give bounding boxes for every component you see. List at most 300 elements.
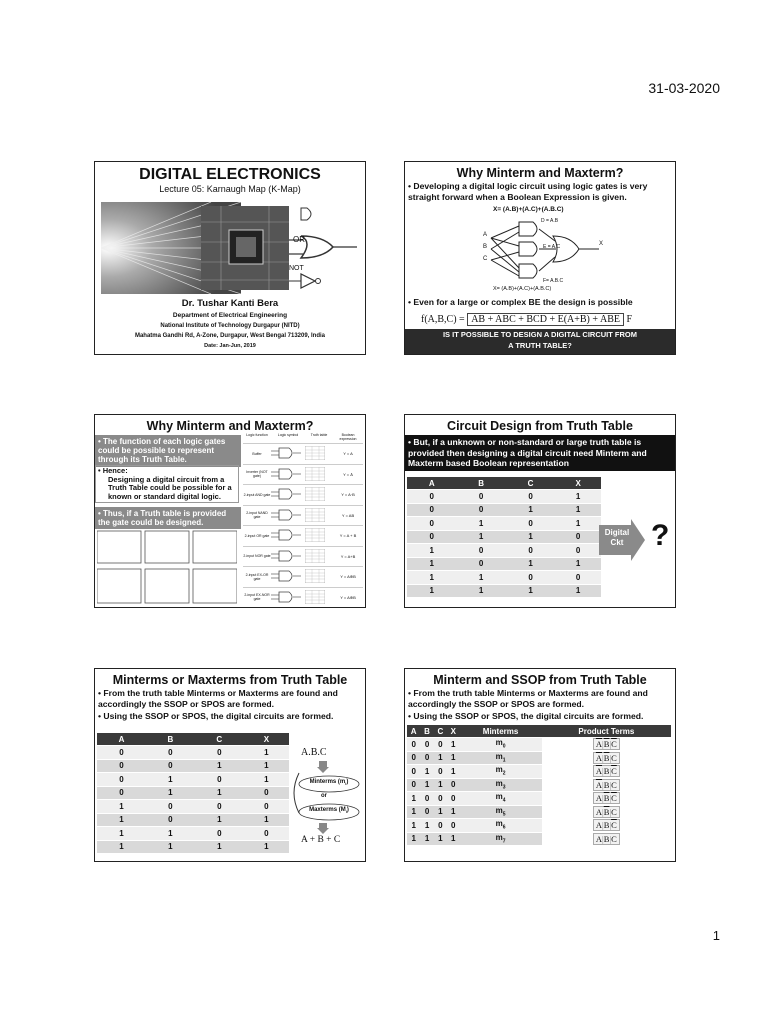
table-cell: 0 (555, 530, 601, 544)
table-cell: 0 (97, 773, 146, 787)
table-cell: 1 (447, 805, 459, 819)
gate-expr: Y = A+B (340, 553, 356, 559)
gate-not-label: NOT (289, 265, 304, 272)
table-cell: 1 (407, 584, 456, 597)
table-header-cell: Product Terms (542, 725, 671, 738)
table-cell: 0 (146, 813, 195, 827)
product-term-cell: $\overline{A}|\overline{B}|C$ (542, 751, 671, 765)
slide1-author: Dr. Tushar Kanti Bera (181, 298, 279, 309)
table-cell: 1 (456, 530, 505, 544)
col-head-truth: Truth table (310, 433, 328, 437)
minterm-index: 7 (502, 838, 506, 845)
product-term-cell: $A|\overline{B}|\overline{C}$ (542, 792, 671, 806)
table-cell: 1 (244, 840, 289, 853)
table-cell: 0 (146, 800, 195, 814)
product-literal: B (603, 779, 610, 790)
minterm-cell (459, 751, 541, 765)
gate-truth-mini (305, 508, 333, 523)
maxterms-label: Maxterms (M (309, 807, 346, 813)
digital-ckt-arrow (597, 519, 647, 561)
product-literal: $\overline{B}$ (603, 739, 610, 750)
product-literal: $\overline{A}$ (595, 752, 603, 763)
slide5-title: Minterms or Maxterms from Truth Table (112, 673, 348, 687)
minterm-index: 5 (502, 811, 506, 818)
table-cell: 1 (420, 819, 433, 833)
product-literal: $\overline{B}$ (603, 806, 610, 817)
minterm-cell (459, 805, 541, 819)
table-cell: 1 (420, 765, 433, 779)
table-cell: 1 (407, 557, 456, 571)
table-cell: 0 (146, 759, 195, 773)
table-cell: 1 (555, 517, 601, 531)
table-cell: 0 (506, 490, 555, 504)
table-row (407, 503, 601, 517)
table-cell: 0 (407, 738, 420, 752)
minterm-cell (459, 832, 541, 845)
table-row (407, 819, 671, 833)
col-head-expr: Boolean expression (339, 433, 357, 441)
table-row (97, 813, 289, 827)
table-cell: 1 (555, 584, 601, 597)
table-row (97, 827, 289, 841)
product-literal: B (603, 820, 610, 831)
product-literal: C (611, 833, 617, 844)
gate-truth-mini (305, 569, 333, 584)
gate-symbol-icon (271, 528, 305, 543)
gate-name: 2-input EX-OR gate (245, 572, 269, 581)
table-cell: 1 (506, 530, 555, 544)
table-cell: 1 (244, 813, 289, 827)
table-cell: 1 (434, 832, 447, 845)
gate-expr: Y = AB (341, 512, 355, 518)
table-cell: 0 (456, 503, 505, 517)
product-literal: C (611, 806, 617, 817)
slide2-bullet2: Even for a large or complex BE the design is possible (413, 297, 633, 307)
table-header-cell: X (244, 733, 289, 746)
table-cell: 0 (447, 792, 459, 806)
table-cell: 1 (407, 792, 420, 806)
table-header-cell: A (407, 477, 456, 490)
product-literal: $\overline{B}$ (603, 752, 610, 763)
table-row (97, 786, 289, 800)
slide3-empty-grid (97, 529, 237, 605)
table-cell: 1 (195, 813, 244, 827)
slide2-title: Why Minterm and Maxterm? (456, 166, 624, 180)
header-date: 31-03-2020 (648, 80, 720, 96)
table-header-row (97, 733, 289, 746)
table-header-cell: C (434, 725, 447, 738)
table-cell: 1 (506, 584, 555, 597)
gate-expr: Y = A⊕B (340, 594, 356, 600)
table-cell: 1 (146, 773, 195, 787)
big-expr-lhs: f(A,B,C) = (421, 314, 465, 325)
slide1-subtitle: Lecture 05: Karnaugh Map (K-Map) (159, 184, 301, 194)
slide1-institute: National Institute of Technology Durgapur (NITD) (160, 323, 300, 329)
table-cell: 1 (244, 746, 289, 760)
circuit-label-a: A (483, 232, 488, 238)
table-cell: 1 (447, 765, 459, 779)
table-cell: 0 (555, 544, 601, 558)
table-row (407, 571, 601, 585)
page-number: 1 (712, 928, 720, 943)
table-cell: 0 (434, 765, 447, 779)
table-cell: 0 (97, 786, 146, 800)
table-cell: 0 (456, 557, 505, 571)
gate-expr: Y = Ā (343, 471, 353, 477)
table-header-row (407, 725, 671, 738)
slide1-title: DIGITAL ELECTRONICS (139, 166, 321, 183)
minterm-symbol: m (495, 819, 503, 829)
table-cell: 1 (244, 773, 289, 787)
table-cell: 0 (195, 800, 244, 814)
gate-row (243, 566, 363, 587)
table-cell: 0 (420, 792, 433, 806)
table-cell: 0 (420, 805, 433, 819)
table-cell: 0 (506, 571, 555, 585)
slide2-expr-top: X= (A.B)+(A.C)+(A.B.C) (493, 206, 564, 213)
table-cell: 0 (456, 490, 505, 504)
slide-4: Circuit Design from Truth Table • But, if a unknown or non-standard or large truth table is provided then designing a digital circuit need Minterm and Maxterm based Boolean representation A B C X 0 0 0 1 0 0 1 1 0 1 0 1 0 1 1 0 1 0 0 0 1 0 1 1 1 1 0 0 1 1 1 1 Digital Ckt ? (404, 414, 676, 608)
table-row (407, 738, 671, 752)
table-cell: 1 (407, 805, 420, 819)
minterm-cell (459, 738, 541, 752)
table-cell: 0 (244, 800, 289, 814)
gate-name: 2-input EX-NOR gate (244, 593, 270, 602)
minterm-index: 2 (502, 771, 506, 778)
slide3-hence: Hence: (102, 466, 128, 475)
product-literal: B (603, 833, 610, 844)
table-cell: 0 (434, 738, 447, 752)
slide6-bullet1: From the truth table Minterms or Maxterms are found and accordingly the SSOP or SPOS are formed. (408, 688, 648, 709)
table-row (407, 765, 671, 779)
minterm-index: 3 (502, 784, 506, 791)
table-row (407, 490, 601, 504)
slide-5: Minterms or Maxterms from Truth Table • From the truth table Minterms or Maxterms are found and accordingly the SSOP or SPOS are formed. • Using the SSOP or SPOS, the digital circuits are formed. A B C X 0 0 0 1 0 0 1 1 0 1 0 1 0 1 1 0 1 0 0 0 1 0 1 1 1 1 0 0 1 1 1 1 A.B.C Minterms $(m_i)$ or Maxterms $(M_i)$ A + B + C (94, 668, 366, 862)
table-cell: 1 (97, 800, 146, 814)
gate-name: Buffer (252, 451, 262, 456)
table-cell: 1 (195, 786, 244, 800)
slide6-bullet2: Using the SSOP or SPOS, the digital circuits are formed. (413, 711, 644, 721)
big-expr-rhs: AB + ABC + BCD + E(A+B) + ABE (467, 313, 624, 326)
big-expr-tail: F (626, 314, 633, 325)
table-cell: 1 (146, 786, 195, 800)
product-literal: $\overline{A}$ (595, 739, 603, 750)
table-cell: 0 (195, 827, 244, 841)
product-literal: A (595, 833, 603, 844)
product-literal: A (595, 820, 603, 831)
gate-row (243, 484, 363, 505)
table-cell: 1 (407, 832, 420, 845)
gate-row (243, 443, 363, 464)
minterm-symbol: m (495, 778, 503, 788)
table-header-cell: Minterms (459, 725, 541, 738)
gate-symbol-icon (271, 446, 305, 461)
table-cell: 1 (447, 751, 459, 765)
table-header-cell: X (555, 477, 601, 490)
table-row (407, 584, 601, 597)
gate-symbol-icon (271, 487, 305, 502)
table-cell: 1 (506, 557, 555, 571)
truth-table-slide5 (97, 733, 289, 853)
minterm-index: 4 (502, 798, 506, 805)
minterm-table-slide6 (407, 725, 671, 845)
slide6-title: Minterm and SSOP from Truth Table (433, 673, 647, 687)
minterm-index: 0 (502, 744, 506, 751)
table-row (407, 544, 601, 558)
minterm-symbol: m (495, 792, 503, 802)
gate-name: 2-input AND gate (243, 492, 271, 497)
gate-truth-mini (305, 528, 333, 543)
minterm-cell (459, 819, 541, 833)
product-term: A.B.C (301, 747, 327, 758)
gate-row (243, 505, 363, 526)
table-cell: 0 (456, 544, 505, 558)
table-cell: 1 (97, 840, 146, 853)
gate-or-label: OR (293, 235, 305, 244)
table-cell: 0 (420, 751, 433, 765)
product-literal: A (595, 806, 603, 817)
slide1-image (101, 202, 359, 294)
table-cell: 0 (195, 773, 244, 787)
gate-reference-chart (243, 433, 363, 605)
product-term-cell: $A|B|\overline{C}$ (542, 819, 671, 833)
product-term-cell: $\overline{A}|\overline{B}|\overline{C}$ (542, 738, 671, 752)
slide4-title: Circuit Design from Truth Table (447, 419, 633, 433)
table-cell: 0 (407, 530, 456, 544)
slide4-bullet: But, if a unknown or non-standard or large truth table is provided then designing a digital circuit need Minterm and Maxterm based Boolean representation (408, 437, 647, 468)
table-cell: 1 (407, 544, 456, 558)
table-cell: 1 (456, 517, 505, 531)
minterm-index: 1 (502, 757, 506, 764)
table-row (97, 759, 289, 773)
slide1-address: Mahatma Gandhi Rd, A-Zone, Durgapur, West Bengal 713209, India (134, 333, 326, 339)
minterm-cell (459, 778, 541, 792)
slide5-bullet2: Using the SSOP or SPOS, the digital circuits are formed. (103, 711, 334, 721)
table-cell: 0 (146, 746, 195, 760)
table-cell: 0 (407, 778, 420, 792)
table-cell: 1 (420, 778, 433, 792)
gate-truth-mini (305, 487, 333, 502)
slide-6: Minterm and SSOP from Truth Table • From the truth table Minterms or Maxterms are found and accordingly the SSOP or SPOS are formed. • Using the SSOP or SPOS, the digital circuits are formed. A B C X Minterms Product Terms 0 0 0 1 $m_0$ $\overline{A}|\overline{B}|\overline{C}$ 0 0 1 1 $m_1$ $\overline{A}|\overline{B}|C$ 0 1 0 1 $m_2$ $\overline{A}|B|\overline{C}$ 0 1 1 0 $m_3$ $\overline{A}|B|C$ 1 0 0 0 $m_4$ $A|\overline{B}|\overline{C}$ 1 0 1 1 $m_5$ $A|\overline{B}|C$ 1 1 0 0 $m_6$ $A|B|\overline{C}$ 1 1 1 1 $m_7$ A|B|C (404, 668, 676, 862)
slide1-dept: Department of Electrical Engineering (172, 312, 288, 319)
table-cell: 1 (434, 751, 447, 765)
slide3-box1: The function of each logic gates could be possible to represent through its Truth Table. (98, 437, 226, 464)
arrow-line2: Ckt (610, 538, 624, 547)
table-cell: 1 (146, 827, 195, 841)
table-row (97, 840, 289, 853)
question-mark: ? (651, 519, 670, 552)
circuit-label-d: D = A.B (541, 218, 559, 224)
minterm-index: 6 (502, 825, 506, 832)
slide1-session: Date: Jan-Jun, 2019 (204, 343, 256, 349)
table-cell: 1 (456, 571, 505, 585)
table-cell: 1 (407, 571, 456, 585)
table-cell: 1 (244, 759, 289, 773)
term-diagram: A.B.C Minterms $(m_i)$ or Maxterms $(M_i)$ A + B + C (291, 743, 363, 853)
table-cell: 1 (97, 827, 146, 841)
product-term-cell: A|B|C (542, 832, 671, 845)
slide2-bullet1: Developing a digital logic circuit using logic gates is very straight forward when a Boolean Expression is given. (408, 181, 648, 202)
slide3-title: Why Minterm and Maxterm? (146, 419, 314, 433)
table-cell: 0 (447, 819, 459, 833)
minterm-symbol: m (495, 832, 503, 842)
table-row (407, 805, 671, 819)
table-cell: 1 (456, 584, 505, 597)
gate-name: 2-input OR gate (244, 533, 270, 538)
gate-symbol-icon (271, 508, 305, 523)
maxterms-sub: i (345, 809, 347, 815)
gate-row (243, 525, 363, 546)
gate-name: 2-input NOR gate (243, 554, 271, 559)
gate-expr: Y = A·B (341, 492, 355, 498)
circuit-label-x: X (599, 241, 604, 247)
gate-symbol-icon (271, 569, 305, 584)
table-header-cell: A (97, 733, 146, 746)
gate-row (243, 587, 363, 608)
product-term-cell: $\overline{A}|B|\overline{C}$ (542, 765, 671, 779)
minterm-symbol: m (495, 751, 503, 761)
table-cell: 1 (195, 840, 244, 853)
slide2-circuit (481, 216, 611, 290)
gate-symbol-icon (271, 549, 305, 564)
table-cell: 1 (555, 503, 601, 517)
circuit-label-c: C (483, 256, 488, 262)
slide-3: Why Minterm and Maxterm? • The function of each logic gates could be possible to represent through its Truth Table. • Hence: Designing a digital circuit from a Truth Table could be possible for a known or standard digital logic. • Thus, if a Truth table is provided the gate could be designed. Logic function Logic symbol Truth table Boolean expression Buffer Y = A Inverter (NOT gate) Y = Ā 2-input AND gate Y = A·B 2-input NAND gate Y = AB 2-input OR gate Y = A + B 2-input NOR gate Y = A+B 2-input EX-OR gate Y = A⊕B 2-input EX-NOR gate Y = A⊕B (94, 414, 366, 608)
table-cell: 1 (407, 819, 420, 833)
col-head-function: Logic function (246, 433, 268, 437)
col-head-symbol: Logic symbol (277, 433, 299, 437)
minterm-symbol: m (495, 738, 503, 748)
table-row (97, 773, 289, 787)
minterms-label: Minterms (m (309, 779, 346, 785)
gate-expr: Y = A (343, 451, 353, 457)
slide3-box2: Thus, if a Truth table is provided the gate could be designed. (98, 509, 227, 527)
table-header-cell: B (420, 725, 433, 738)
gate-truth-mini (305, 549, 333, 564)
gate-name: Inverter (NOT gate) (246, 470, 268, 479)
product-literal: $\overline{C}$ (611, 766, 617, 777)
gate-truth-mini (305, 590, 333, 605)
table-cell: 1 (195, 759, 244, 773)
gate-symbol-icon (271, 590, 305, 605)
gate-expr: Y = A⊕B (340, 574, 356, 580)
table-cell: 0 (420, 738, 433, 752)
table-cell: 0 (434, 819, 447, 833)
product-literal: C (611, 779, 617, 790)
table-cell: 0 (506, 544, 555, 558)
table-cell: 0 (97, 746, 146, 760)
circuit-label-b: B (483, 244, 488, 250)
table-header-cell: A (407, 725, 420, 738)
table-cell: 1 (434, 805, 447, 819)
question-bar-line2: A TRUTH TABLE? (508, 341, 572, 350)
slide5-bullet1: From the truth table Minterms or Maxterms are found and accordingly the SSOP or SPOS are formed. (98, 688, 338, 709)
minterms-sub: i (345, 781, 347, 787)
table-row (407, 517, 601, 531)
gate-name: 2-input NAND gate (246, 511, 268, 520)
table-cell: 0 (407, 503, 456, 517)
table-row (407, 557, 601, 571)
table-row (97, 746, 289, 760)
slide-2: Why Minterm and Maxterm? • Developing a digital logic circuit using logic gates is very straight forward when a Boolean Expression is given. X= (A.B)+(A.C)+(A.B.C) D = A.B E = A.C F= A.B.C X A B C X= (A.B)+(A.C)+(A.B.C) • Even for a large or complex BE the design is possible f(A,B,C) = AB + ABC + BCD + E(A+B) + ABE F IS IT POSSIBLE TO DESIGN A DIGITAL CIRCUIT FROM A TRUTH TABLE? (404, 161, 676, 355)
table-cell: 0 (407, 765, 420, 779)
table-cell: 1 (555, 557, 601, 571)
slide-1 (94, 161, 366, 355)
table-row (407, 778, 671, 792)
table-cell: 0 (434, 792, 447, 806)
table-cell: 0 (195, 746, 244, 760)
table-cell: 1 (146, 840, 195, 853)
minterm-cell (459, 765, 541, 779)
table-cell: 0 (97, 759, 146, 773)
table-header-cell: X (447, 725, 459, 738)
gate-row (243, 464, 363, 485)
table-row (407, 530, 601, 544)
minterm-symbol: m (495, 805, 503, 815)
product-literal: B (603, 766, 610, 777)
table-row (97, 800, 289, 814)
sum-term: A + B + C (301, 835, 341, 845)
product-literal: $\overline{C}$ (611, 739, 617, 750)
table-header-row (407, 477, 601, 490)
table-cell: 1 (97, 813, 146, 827)
slide3-hence-body: Designing a digital circuit from a Truth Table could be possible for a known or standard digital logic. (108, 474, 232, 501)
product-literal: $\overline{B}$ (603, 793, 610, 804)
product-literal: $\overline{C}$ (611, 793, 617, 804)
table-header-cell: C (195, 733, 244, 746)
table-row (407, 751, 671, 765)
product-literal: $\overline{A}$ (595, 779, 603, 790)
product-literal: A (595, 793, 603, 804)
circuit-label-f: F= A.B.C (543, 278, 564, 284)
minterm-symbol: m (495, 765, 503, 775)
table-cell: 1 (447, 832, 459, 845)
table-cell: 0 (447, 778, 459, 792)
table-cell: 1 (447, 738, 459, 752)
table-header-cell: C (506, 477, 555, 490)
gate-expr: Y = A + B (339, 533, 357, 539)
minterm-cell (459, 792, 541, 806)
product-term-cell: $A|\overline{B}|C$ (542, 805, 671, 819)
table-cell: 1 (434, 778, 447, 792)
table-row (407, 792, 671, 806)
truth-table-slide4 (407, 477, 601, 597)
table-cell: 0 (244, 786, 289, 800)
gate-truth-mini (305, 467, 333, 482)
table-cell: 0 (407, 751, 420, 765)
table-header-cell: B (146, 733, 195, 746)
gate-row (243, 546, 363, 567)
arrow-line1: Digital (604, 528, 630, 537)
product-literal: C (611, 752, 617, 763)
slide2-expr-bottom: X= (A.B)+(A.C)+(A.B.C) (493, 286, 552, 292)
table-cell: 1 (506, 503, 555, 517)
table-cell: 0 (555, 571, 601, 585)
gate-symbol-icon (271, 467, 305, 482)
question-bar-line1: IS IT POSSIBLE TO DESIGN A DIGITAL CIRCUIT FROM (442, 330, 638, 339)
table-cell: 1 (555, 490, 601, 504)
product-literal: $\overline{A}$ (595, 766, 603, 777)
product-term-cell: $\overline{A}|B|C$ (542, 778, 671, 792)
table-cell: 0 (244, 827, 289, 841)
table-cell: 0 (506, 517, 555, 531)
table-header-cell: B (456, 477, 505, 490)
table-row (407, 832, 671, 845)
or-label: or (321, 793, 327, 799)
table-cell: 1 (420, 832, 433, 845)
circuit-label-e: E = A.C (543, 244, 561, 250)
table-cell: 0 (407, 517, 456, 531)
